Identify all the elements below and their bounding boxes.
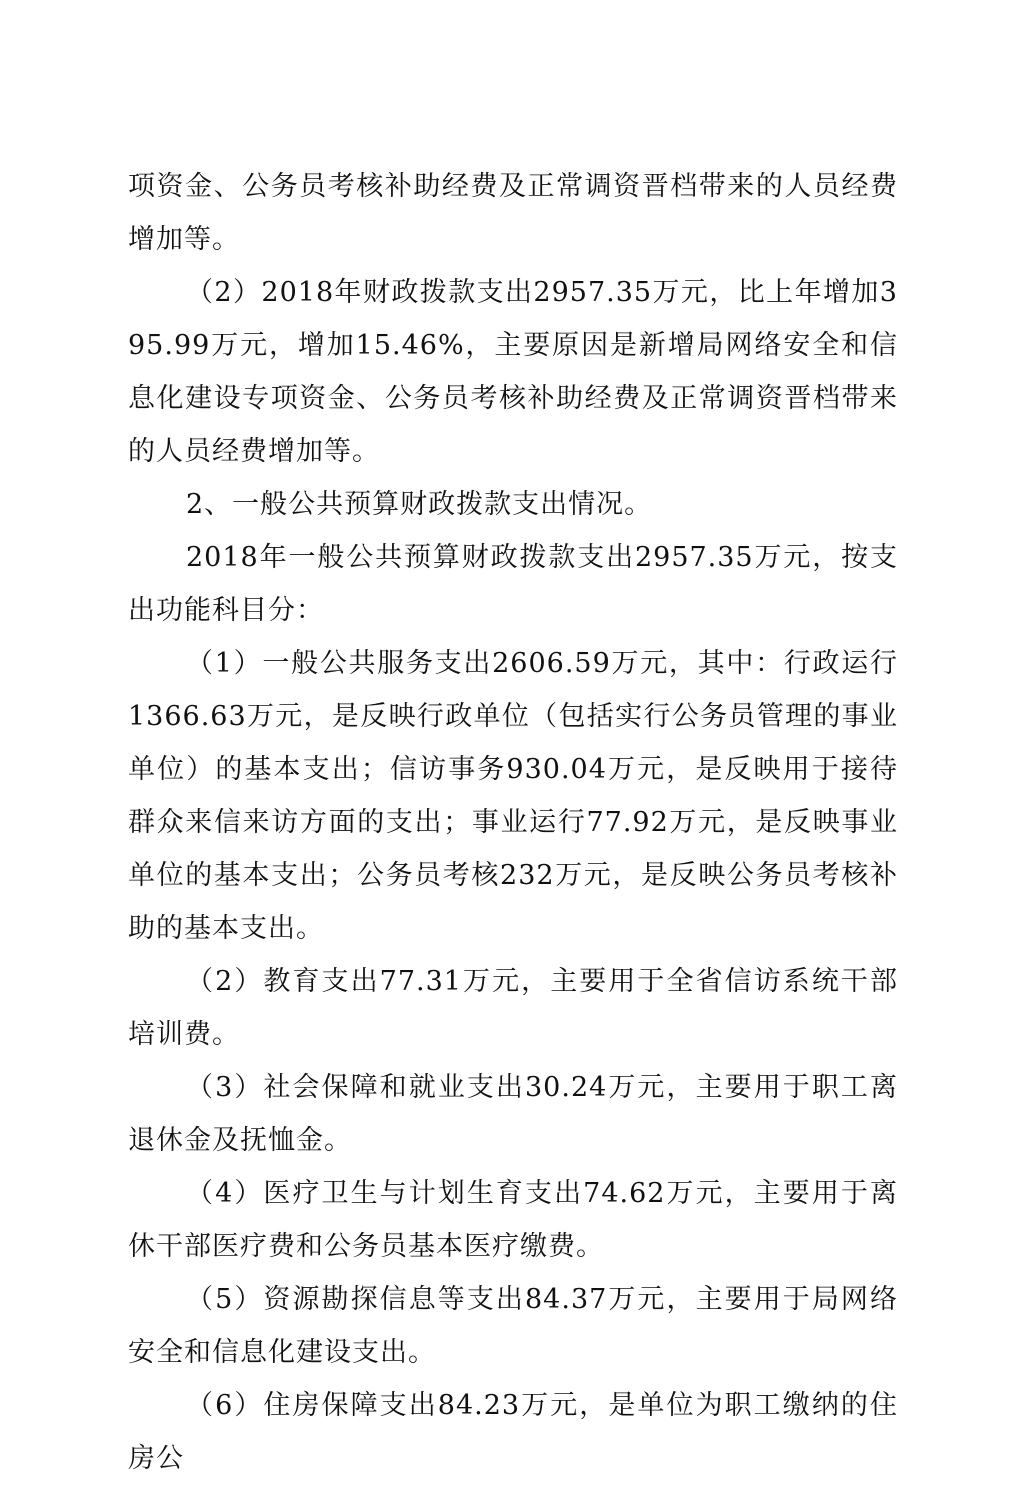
paragraph-fiscal-appropriation-expense: （2）2018年财政拨款支出2957.35万元，比上年增加395.99万元，增加15.46%，主要原因是新增局网络安全和信息化建设专项资金、公务员考核补助经费及正常调资晋档带来的人员经费增加等。	[128, 277, 898, 467]
paragraph-social-security-expense: （3）社会保障和就业支出30.24万元，主要用于职工离退休金及抚恤金。	[128, 1072, 898, 1156]
paragraph-public-service-expense: （1）一般公共服务支出2606.59万元，其中：行政运行1366.63万元，是反映行政单位（包括实行公务员管理的事业单位）的基本支出；信访事务930.04万元，是反映用于接待群众来信来访方面的支出；事业运行77.92万元，是反映事业单位的基本支出；公务员考核232万元，是反映公务员考核补助的基本支出。	[128, 648, 898, 944]
paragraph-housing-expense: （6）住房保障支出84.23万元，是单位为职工缴纳的住房公	[128, 1390, 898, 1474]
paragraph-continuation: 项资金、公务员考核补助经费及正常调资晋档带来的人员经费增加等。	[128, 171, 898, 255]
paragraph-resource-exploration-expense: （5）资源勘探信息等支出84.37万元，主要用于局网络安全和信息化建设支出。	[128, 1284, 898, 1368]
paragraph-education-expense: （2）教育支出77.31万元，主要用于全省信访系统干部培训费。	[128, 966, 898, 1050]
paragraph-general-budget-total: 2018年一般公共预算财政拨款支出2957.35万元，按支出功能科目分：	[128, 542, 898, 626]
section-heading-general-budget: 2、一般公共预算财政拨款支出情况。	[186, 489, 653, 520]
document-body	[128, 160, 898, 1485]
paragraph-medical-expense: （4）医疗卫生与计划生育支出74.62万元，主要用于离休干部医疗费和公务员基本医疗缴费。	[128, 1178, 898, 1262]
